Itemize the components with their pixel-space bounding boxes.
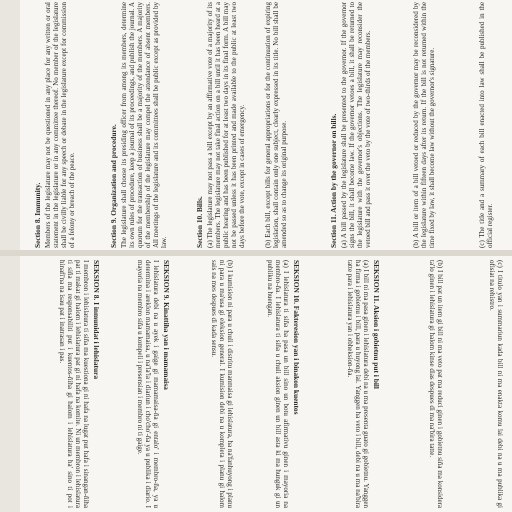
top-column-6	[410, 2, 439, 248]
section-heading: SEKSION 9. Kinattiha yan i mamamaisa	[162, 260, 171, 390]
bottom-column-6	[425, 260, 446, 508]
top-column-1	[34, 2, 79, 248]
section-heading: Section 10. Bills.	[195, 196, 204, 248]
section-text: I membron i lehislatura ti siña ma kuestiona gi ni hafa na lugat put hafa i sinangan-ñiha pat ti makat gi halom i lehislatura pat gi ni hafa na komite. Ni un membron i lehislatura ti siña ma responsabiliti put i kuentos-ñiha gi halom i lehislatura ha' sino ti pot i hinafi'na na isau pat i inatrasan i pas.	[58, 260, 90, 508]
page-edge-strip	[0, 0, 20, 250]
page-edge-strip	[0, 256, 20, 512]
section-text: (a) I bill ni ma pasa ginen i lehislatura debi na u ma presenta guato gi gobietnu. Yanggen ha firma i gobietnu i bill, para u huyong lai. Yanggen ha veto i bill, debi na u ma na'bira tatte para i lehislatura yan i obheksion-ña.	[346, 260, 370, 508]
bottom-column-1	[55, 260, 100, 508]
top-column-2	[110, 2, 171, 248]
section-heading: Section 9. Organization and procedure.	[109, 124, 118, 248]
section-text: (b) I bill pat un item gi bill ni ma veto pat ma reduci ginen i gobietnu siña ma konsidera ta'lo ginen i lehislatura gi halom kinse dias despues di ma na'bira tatte.	[428, 260, 444, 508]
top-column-7	[476, 2, 497, 248]
bottom-column-2	[133, 260, 170, 508]
bottom-page	[0, 256, 512, 512]
section-heading: Section 8. Immunity.	[33, 182, 42, 248]
section-text: (a) The legislature may not pass a bill except by an affirmative vote of a majority of its members. The legislature may not take final action on a bill until it has been heard at a public hearing and has been published for at least two days in its final form. A bill may not be passed unless it has been printed and made available to the public at least two days before the vote, except in cases of emergency.	[206, 2, 246, 248]
section-heading: Section 11. Action by the governor on bills.	[329, 113, 338, 248]
section-heading: SEKSION 8. I inmunidat i lehislatura	[92, 260, 101, 380]
section-text: (a) I lehislatura ti siña ha pasa un bill sino un botu afirmativu ginen i mayoria na membro-ña. I lehislatura ti siña u chuli aksion ginen un bill asta ki ma hunguk gi un publiku na huengan.	[266, 260, 290, 508]
section-text: (b) Each bill, except bills for general appropriations or for the continuation of expiring legislation, shall contain only one subject, clearly expressed in its title. No bill shall be amended so as to change its original purpose.	[264, 2, 288, 248]
bottom-column-3	[207, 260, 236, 508]
section-text: (c) I titulo yan i summariun kada bill ni ma enakta komu lai debi na u ma publika gi ofisiat na rehistro.	[488, 260, 504, 508]
bottom-column-7	[485, 260, 506, 508]
top-column-4	[262, 2, 291, 248]
top-page	[0, 0, 512, 250]
section-heading: SEKSION 10. Fakteresion yan i binakon kuentos	[292, 260, 301, 415]
section-text: The legislature shall choose its presiding officer from among its members, determine its own rules of procedure, keep a journal of its proceedings, and publish the journal. A quorum for the transaction of business shall be a majority of the members. A majority of the membership of the legislature may compel the attendance of absent members. All meetings of the legislature and its committees shall be public except as provided by law.	[120, 2, 168, 248]
section-text: (a) A bill passed by the legislature shall be presented to the governor. If the governor signs the bill, it shall become law. If the governor vetoes a bill, it shall be returned to the legislature with the governor's objections. The legislature may reconsider the vetoed bill and pass it over the veto by the vote of two-thirds of the members.	[340, 2, 372, 248]
section-text: I lehislatura debi na u ayek i gaige gi mamamaisa-ña gi entalo' i membro-ña, ya u determina i areklon mamamaisa, u na'la'la i diariun i cho'cho'-ña ya u publika i diario. I mayoria na membro siña u kompeli i presensian i membro ni ti gaige.	[136, 260, 160, 508]
section-text: (b) I kumision ni para u chuli i distritu manmaisa gi lehislatura, ha na'fanhuyong i planu ni para u ma'usa gi eleksion general. I kumision debi na u kompleta i planu gi halom sais na mes despues di kada sensu.	[210, 260, 234, 508]
section-text: (b) A bill or item of a bill vetoed or reduced by the governor may be reconsidered by the legislature within fifteen days after its return. If the bill is not returned within the time fixed by law, it shall become law without the governor's signature.	[412, 2, 436, 248]
top-column-5	[330, 2, 375, 248]
bottom-column-4	[263, 260, 300, 508]
top-column-3	[196, 2, 249, 248]
bottom-column-5	[343, 260, 380, 508]
section-heading: SEKSION 11. Aksion i gobietnu put i bill	[372, 260, 381, 389]
section-text: (c) The title and a summary of each bill enacted into law shall be published in the official register.	[478, 2, 494, 248]
section-text: Members of the legislature may not be questioned in any place for any written or oral statement in the legislature or in any committee thereof. No member of the legislature shall be civilly liable for any speech or debate in the legislature except for commission of a felony or breach of the peace.	[44, 2, 76, 248]
